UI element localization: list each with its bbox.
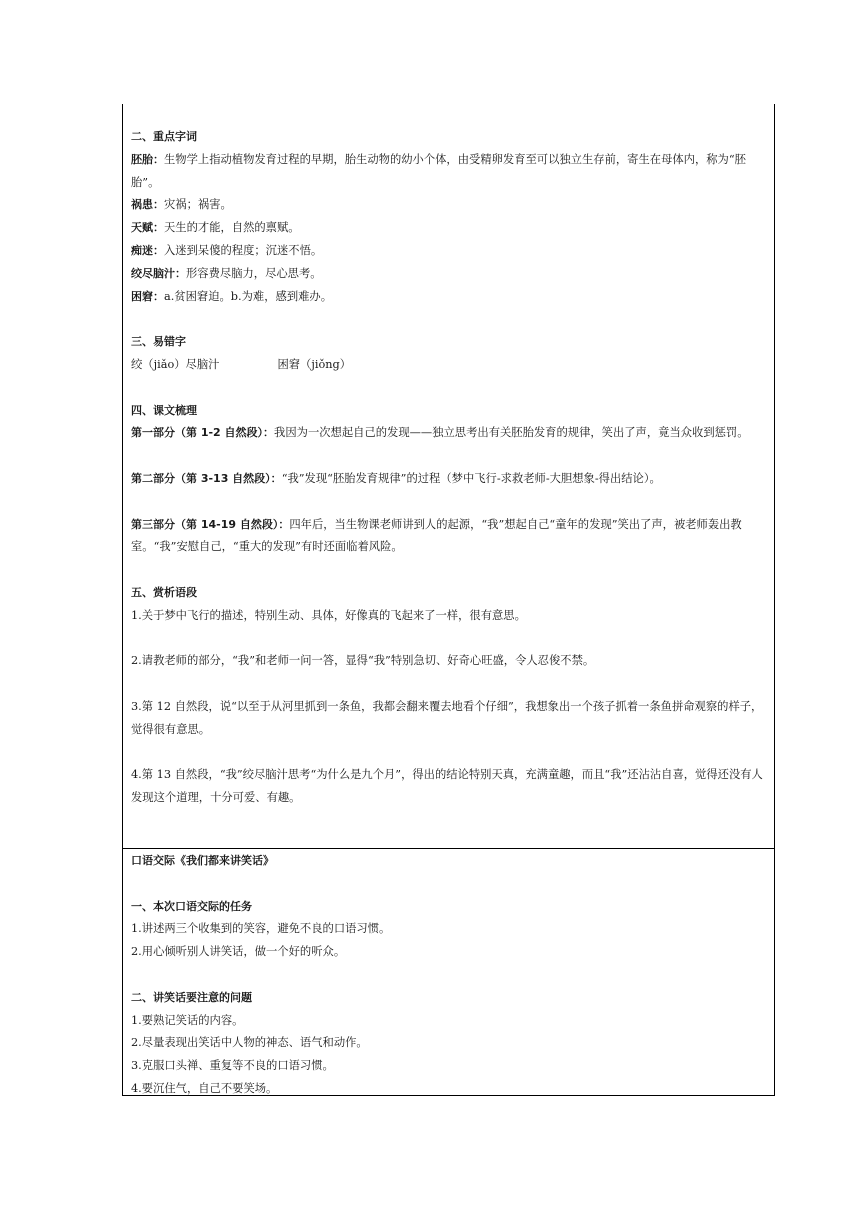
vocab-entry: 胚胎：生物学上指动植物发育过程的早期，胎生动物的幼小个体，由受精卵发育至可以独立生存前，寄生在母体内，称为“胚胎”。 <box>131 152 746 189</box>
vocab-heading: 二、重点字词 <box>131 130 197 143</box>
outline-part: 第二部分（第 3-13 自然段）：“我”发现“胚胎发育规律”的过程（梦中飞行-求救老师-大胆想象-得出结论）。 <box>131 471 661 485</box>
task-item: 2.用心倾听别人讲笑话，做一个好的听众。 <box>131 945 346 959</box>
vocab-entry: 天赋：天生的才能，自然的禀赋。 <box>131 221 300 235</box>
note-item: 3.克服口头禅、重复等不良的口语习惯。 <box>131 1059 334 1073</box>
appreciate-item: 4.第 13 自然段，“我”绞尽脑汁思考“为什么是九个月”，得出的结论特别天真，充满童趣，而且“我”还沾沾自喜，觉得还没有人发现这个道理，十分可爱、有趣。 <box>131 768 763 805</box>
task-heading: 一、本次口语交际的任务 <box>131 899 252 913</box>
table-left-border <box>122 104 123 1096</box>
lesson-notes-cell <box>131 126 771 810</box>
table-right-border <box>774 104 775 1096</box>
vocab-entry: 痴迷：入迷到呆傻的程度；沉迷不悟。 <box>131 243 323 257</box>
note-item: 4.要沉住气，自己不要笑场。 <box>131 1081 278 1095</box>
oral-title: 口语交际《我们都来讲笑话》 <box>131 854 274 867</box>
oral-communication-cell <box>131 850 771 1101</box>
typo-item: 困窘（jiǒng） <box>277 357 352 371</box>
appreciate-item: 1.关于梦中飞行的描述，特别生动、具体，好像真的飞起来了一样，很有意思。 <box>131 608 526 622</box>
vocab-entry: 困窘：a.贫困窘迫。b.为难，感到难办。 <box>131 289 333 303</box>
appreciate-heading: 五、赏析语段 <box>131 585 197 599</box>
outline-heading: 四、课文梳理 <box>131 403 197 417</box>
row-divider <box>122 848 775 849</box>
appreciate-item: 3.第 12 自然段，说“以至于从河里抓到一条鱼，我都会翻来覆去地看个仔细”，我想象出一个孩子抓着一条鱼拼命观察的样子，觉得很有意思。 <box>131 699 763 736</box>
vocab-entry: 绞尽脑汁：形容费尽脑力，尽心思考。 <box>131 266 322 280</box>
typo-heading: 三、易错字 <box>131 335 186 349</box>
task-item: 1.讲述两三个收集到的笑容，避免不良的口语习惯。 <box>131 922 391 936</box>
note-item: 1.要熟记笑话的内容。 <box>131 1013 244 1027</box>
vocab-entry: 祸患：灾祸；祸害。 <box>131 198 232 212</box>
notes-heading: 二、讲笑话要注意的问题 <box>131 990 252 1004</box>
typo-line <box>131 354 771 377</box>
content-table <box>122 104 775 1096</box>
outline-part: 第一部分（第 1-2 自然段）：我因为一次想起自己的发现——独立思考出有关胚胎发育的规律，笑出了声，竟当众收到惩罚。 <box>131 426 749 440</box>
appreciate-item: 2.请教老师的部分，“我”和老师一问一答，显得“我”特别急切、好奇心旺盛，令人忍俊不禁。 <box>131 654 595 668</box>
note-item: 2.尽量表现出笑话中人物的神态、语气和动作。 <box>131 1036 368 1050</box>
outline-part: 第三部分（第 14-19 自然段）：四年后，当生物课老师讲到人的起源，“我”想起自己“童年的发现”笑出了声，被老师轰出教室。“我”安慰自己，“重大的发现”有时还面临着风险。 <box>131 517 742 554</box>
typo-item: 绞（jiǎo）尽脑汁 <box>131 357 220 371</box>
